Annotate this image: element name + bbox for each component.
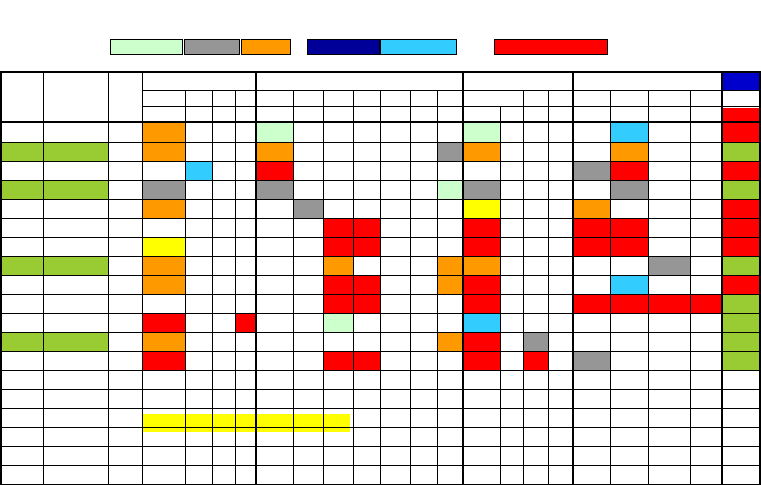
table-cell: [323, 294, 353, 313]
sub-header-1: [690, 94, 722, 106]
table-cell: [648, 294, 690, 313]
row-jahr: [109, 332, 142, 351]
row-age: [78, 256, 98, 275]
table-cell: [523, 180, 548, 199]
sub-header-1: [610, 94, 648, 106]
row-age: [78, 294, 98, 313]
table-cell: [610, 332, 648, 351]
table-cell: [523, 351, 548, 370]
grid-line: [142, 73, 143, 484]
row-jahr: [109, 123, 142, 142]
table-cell: [500, 199, 523, 218]
row-name: [3, 256, 43, 275]
grid-line: [0, 71, 2, 484]
row-age: [78, 123, 98, 142]
table-cell: [463, 218, 500, 237]
row-name: [3, 332, 43, 351]
table-cell: [256, 123, 293, 142]
row-name: [3, 237, 43, 256]
table-cell: [573, 294, 610, 313]
table-cell: [722, 218, 759, 237]
table-cell: [463, 123, 500, 142]
row-jahr: [109, 351, 142, 370]
page-title: [0, 2, 761, 22]
sub-header-1: [463, 94, 523, 106]
table-cell: [323, 351, 353, 370]
table-cell: [610, 161, 648, 180]
grid-line: [690, 90, 691, 484]
row-jahr: [109, 142, 142, 161]
table-cell: [353, 275, 380, 294]
legend-3: [307, 39, 380, 55]
table-cell: [722, 256, 759, 275]
table-cell: [573, 237, 610, 256]
table-cell: [523, 294, 548, 313]
table-cell: [722, 332, 759, 351]
table-cell: [437, 275, 463, 294]
note-not-valid: [143, 414, 350, 432]
row-name: [3, 180, 43, 199]
table-cell: [323, 313, 353, 332]
grid-line: [437, 90, 438, 484]
table-cell: [143, 237, 185, 256]
grid-line: [185, 90, 186, 484]
table-cell: [323, 275, 353, 294]
table-cell: [523, 161, 548, 180]
table-cell: [437, 256, 463, 275]
table-cell: [722, 313, 759, 332]
table-cell: [463, 275, 500, 294]
grid-line: [548, 90, 549, 484]
grid-line: [462, 73, 464, 484]
row-jahr: [109, 161, 142, 180]
table-cell: [573, 351, 610, 370]
table-cell: [573, 199, 610, 218]
row-name: [3, 294, 43, 313]
row-age: [78, 199, 98, 218]
col-header-gang: [112, 92, 142, 106]
table-cell: [143, 313, 185, 332]
row-age: [78, 161, 98, 180]
table-cell: [323, 256, 353, 275]
sub-header-1: [380, 94, 410, 106]
table-cell: [185, 256, 212, 275]
table-cell: [500, 123, 523, 142]
row-jahr: [109, 237, 142, 256]
row-age: [78, 351, 98, 370]
col-header-namen: [3, 76, 43, 90]
table-cell: [463, 351, 500, 370]
table-cell: [463, 294, 500, 313]
table-cell: [610, 237, 648, 256]
table-cell: [463, 199, 500, 218]
table-cell: [463, 142, 500, 161]
table-cell: [293, 199, 323, 218]
table-cell: [610, 142, 648, 161]
sub-header-1: [323, 94, 353, 106]
row-age: [78, 142, 98, 161]
sub-header-1: [437, 94, 463, 106]
row-jahr: [109, 199, 142, 218]
group-header-koordination: [573, 76, 722, 90]
row-jahr: [109, 218, 142, 237]
table-cell: [185, 218, 212, 237]
table-cell: [463, 332, 500, 351]
table-cell: [256, 142, 293, 161]
legend-5: [494, 39, 608, 55]
row-age: [78, 237, 98, 256]
table-cell: [353, 218, 380, 237]
table-cell: [437, 332, 463, 351]
datum-label: [612, 40, 752, 55]
row-jahr: [109, 256, 142, 275]
row-jahr: [109, 313, 142, 332]
row-name: [3, 313, 43, 332]
sub-header-1: [648, 94, 690, 106]
schwim-header: [723, 73, 759, 90]
grid-line: [0, 71, 761, 73]
grid-line: [323, 90, 324, 484]
table-cell: [500, 142, 523, 161]
grid-line: [235, 90, 236, 484]
legend-0: [110, 39, 183, 55]
table-cell: [437, 180, 463, 199]
sub-header-1: [573, 94, 610, 106]
table-cell: [610, 123, 648, 142]
table-cell: [500, 256, 523, 275]
table-cell: [143, 199, 185, 218]
table-cell: [722, 351, 759, 370]
table-cell: [523, 332, 548, 351]
group-header-ausdauer: [143, 76, 256, 90]
grid-line: [353, 90, 354, 484]
grid-line: [380, 90, 381, 484]
table-cell: [143, 332, 185, 351]
table-cell: [573, 161, 610, 180]
table-cell: [185, 332, 212, 351]
table-cell: [143, 123, 185, 142]
table-cell: [143, 142, 185, 161]
table-cell: [353, 294, 380, 313]
sub-header-1: [143, 94, 185, 106]
table-cell: [610, 275, 648, 294]
table-cell: [648, 256, 690, 275]
table-cell: [185, 294, 212, 313]
sub-header-1: [293, 94, 323, 106]
row-name: [3, 123, 43, 142]
grid-line: [108, 73, 109, 484]
row-name: [3, 142, 43, 161]
table-cell: [143, 275, 185, 294]
table-cell: [323, 237, 353, 256]
sub-header-1: [235, 94, 256, 106]
table-cell: [463, 256, 500, 275]
table-cell: [610, 218, 648, 237]
sub-header-1: [353, 94, 380, 106]
row-age: [78, 180, 98, 199]
grid-line: [410, 90, 411, 484]
table-cell: [500, 313, 523, 332]
grid-line: [293, 90, 294, 484]
table-cell: [722, 180, 759, 199]
table-cell: [185, 180, 212, 199]
table-cell: [523, 313, 548, 332]
grid-line: [212, 90, 213, 484]
row-jahr: [109, 294, 142, 313]
table-cell: [573, 218, 610, 237]
table-cell: [722, 237, 759, 256]
sub-header-1: [523, 94, 548, 106]
table-cell: [143, 180, 185, 199]
legend-4: [380, 39, 457, 55]
group-header-kraft: [256, 76, 463, 90]
sub-header-1: [185, 94, 212, 106]
row-age: [78, 275, 98, 294]
grid-line: [255, 73, 257, 484]
group-header-schnelligkeit: [463, 76, 573, 90]
grid-line: [523, 90, 524, 484]
table-cell: [463, 313, 500, 332]
grid-line: [572, 73, 574, 484]
table-cell: [610, 294, 648, 313]
legend-2: [241, 39, 291, 55]
row-age: [78, 332, 98, 351]
row-name: [3, 199, 43, 218]
row-age: [78, 218, 98, 237]
table-cell: [143, 256, 185, 275]
legend-1: [184, 39, 240, 55]
ort-label: [4, 40, 104, 55]
table-cell: [463, 180, 500, 199]
sub-header-1: [256, 94, 293, 106]
sub-header-1: [410, 94, 437, 106]
row-name: [3, 218, 43, 237]
row-name: [3, 275, 43, 294]
table-cell: [353, 237, 380, 256]
row-jahr: [109, 275, 142, 294]
table-cell: [256, 180, 293, 199]
table-cell: [722, 199, 759, 218]
col-header-vornamen: [45, 76, 107, 90]
table-cell: [235, 313, 256, 332]
row-jahr: [109, 180, 142, 199]
grid-line: [43, 73, 44, 484]
table-cell: [323, 218, 353, 237]
grid-line: [500, 106, 501, 484]
table-cell: [256, 161, 293, 180]
table-cell: [523, 256, 548, 275]
table-cell: [573, 313, 610, 332]
table-cell: [437, 142, 463, 161]
grid-line: [721, 73, 723, 484]
table-cell: [610, 180, 648, 199]
table-cell: [722, 161, 759, 180]
table-cell: [353, 351, 380, 370]
table-cell: [722, 275, 759, 294]
table-cell: [463, 237, 500, 256]
sub-header-1: [212, 94, 235, 106]
table-cell: [185, 161, 212, 180]
table-cell: [690, 294, 722, 313]
table-cell: [143, 351, 185, 370]
sub-header-1: [548, 94, 573, 106]
row-name: [3, 161, 43, 180]
col-header-jahr: [112, 76, 142, 90]
row-age: [78, 313, 98, 332]
table-cell: [722, 142, 759, 161]
grid-line: [648, 90, 649, 484]
table-cell: [722, 294, 759, 313]
table-cell: [722, 123, 759, 142]
row-name: [3, 351, 43, 370]
page-subtitle: [0, 22, 761, 38]
grid-line: [610, 90, 611, 484]
